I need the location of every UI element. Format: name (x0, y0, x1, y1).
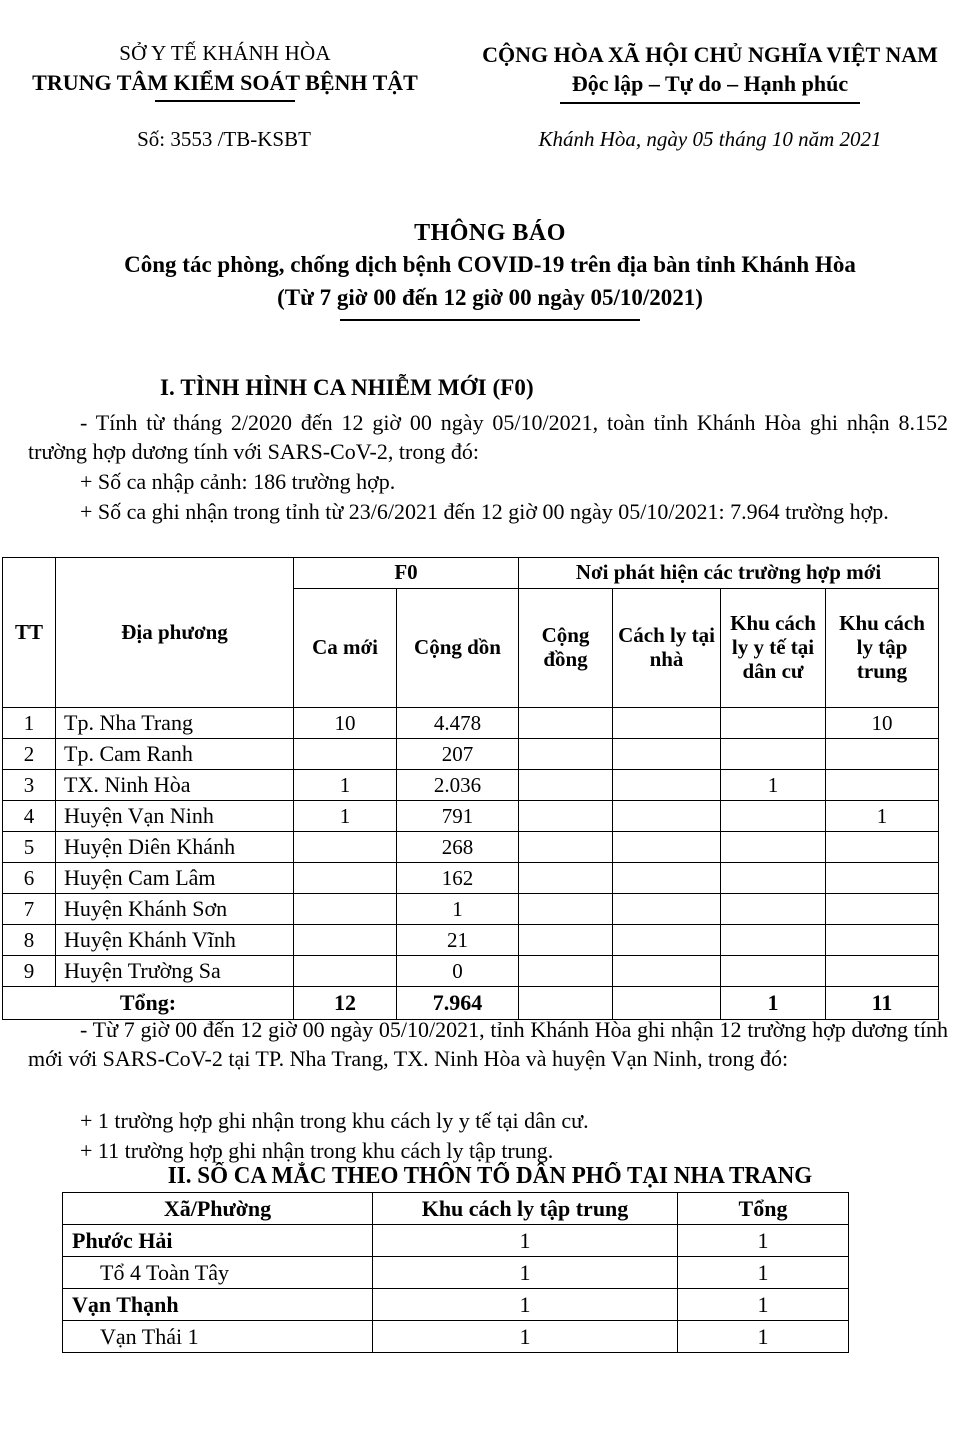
table-row (3, 925, 939, 956)
ward-table-row (63, 1225, 849, 1257)
ward-table-row (63, 1321, 849, 1353)
ward-total-cell: 1 (678, 1321, 849, 1353)
new-cases-cell (294, 956, 397, 987)
home-quarantine-cell (613, 832, 721, 863)
central-quarantine-cell (826, 739, 939, 770)
tt-cell: 2 (3, 739, 56, 770)
medical-quarantine-cell (721, 863, 826, 894)
tt-cell: 7 (3, 894, 56, 925)
medical-quarantine-cell (721, 925, 826, 956)
locality-cell: Huyện Khánh Vĩnh (56, 925, 294, 956)
middle-paragraph-2: + 1 trường hợp ghi nhận trong khu cách ly y tế tại dân cư. (80, 1108, 589, 1133)
section-1-paragraph-3: + Số ca ghi nhận trong tỉnh từ 23/6/2021 đến 12 giờ 00 ngày 05/10/2021: 7.964 trường hợp. (80, 499, 889, 524)
new-cases-cell (294, 739, 397, 770)
ward-name-cell: Vạn Thái 1 (63, 1321, 373, 1353)
community-cell (519, 832, 613, 863)
central-quarantine-cell: 1 (826, 801, 939, 832)
tt-cell: 5 (3, 832, 56, 863)
home-quarantine-cell (613, 894, 721, 925)
ward-central-quarantine-cell: 1 (373, 1289, 678, 1321)
home-quarantine-cell (613, 925, 721, 956)
new-cases-cell (294, 925, 397, 956)
locality-cell: Tp. Cam Ranh (56, 739, 294, 770)
section-1-paragraph-1: - Tính từ tháng 2/2020 đến 12 giờ 00 ngày 05/10/2021, toàn tỉnh Khánh Hòa ghi nhận 8.152 trường hợp dương tính với SARS-CoV-2, trong đó: (28, 410, 948, 465)
home-quarantine-cell (613, 801, 721, 832)
covid-case-table (2, 557, 939, 1020)
central-quarantine-cell (826, 894, 939, 925)
header-cumulative: Cộng dồn (397, 589, 519, 708)
header-ward-central-quarantine: Khu cách ly tập trung (373, 1193, 678, 1225)
total-label: Tổng: (3, 987, 294, 1020)
document-subheader (0, 127, 980, 152)
issuing-authority-block (0, 40, 440, 104)
new-cases-cell: 1 (294, 770, 397, 801)
national-motto: Độc lập – Tự do – Hạnh phúc (571, 71, 849, 97)
home-quarantine-cell (613, 956, 721, 987)
total-central-quarantine: 11 (826, 987, 939, 1020)
ward-name-cell: Tổ 4 Toàn Tây (63, 1257, 373, 1289)
header-group-detection-place: Nơi phát hiện các trường hợp mới (519, 558, 939, 589)
table-row (3, 708, 939, 739)
header-medical-quarantine: Khu cách ly y tế tại dân cư (721, 589, 826, 708)
title-block (0, 218, 980, 321)
ward-name-cell: Phước Hải (63, 1225, 373, 1257)
center-name: TRUNG TÂM KIỂM SOÁT BỆNH TẬT (32, 69, 418, 95)
header-ward-total: Tổng (678, 1193, 849, 1225)
table-row (3, 894, 939, 925)
tt-cell: 1 (3, 708, 56, 739)
page-title: THÔNG BÁO (414, 220, 566, 246)
title-divider (340, 319, 640, 321)
table-row (3, 739, 939, 770)
locality-cell: Huyện Trường Sa (56, 956, 294, 987)
section-1-paragraph-2: + Số ca nhập cảnh: 186 trường hợp. (80, 469, 396, 494)
header-community: Cộng đồng (519, 589, 613, 708)
table-row (3, 956, 939, 987)
community-cell (519, 894, 613, 925)
home-quarantine-cell (613, 708, 721, 739)
total-new-cases: 12 (294, 987, 397, 1020)
community-cell (519, 956, 613, 987)
table-row (3, 801, 939, 832)
locality-cell: TX. Ninh Hòa (56, 770, 294, 801)
community-cell (519, 739, 613, 770)
middle-paragraph-3: + 11 trường hợp ghi nhận trong khu cách ly tập trung. (80, 1138, 554, 1163)
community-cell (519, 770, 613, 801)
medical-quarantine-cell (721, 894, 826, 925)
header-central-quarantine: Khu cách ly tập trung (826, 589, 939, 708)
cumulative-cell: 2.036 (397, 770, 519, 801)
cumulative-cell: 791 (397, 801, 519, 832)
ward-total-cell: 1 (678, 1257, 849, 1289)
document-number: Số: 3553 /TB-KSBT (137, 127, 311, 151)
header-locality: Địa phương (56, 558, 294, 708)
ward-central-quarantine-cell: 1 (373, 1225, 678, 1257)
ward-name-cell: Vạn Thạnh (63, 1289, 373, 1321)
central-quarantine-cell (826, 925, 939, 956)
medical-quarantine-cell (721, 801, 826, 832)
ward-central-quarantine-cell: 1 (373, 1321, 678, 1353)
header-tt: TT (3, 558, 56, 708)
locality-cell: Huyện Cam Lâm (56, 863, 294, 894)
tt-cell: 3 (3, 770, 56, 801)
title-subtitle: Công tác phòng, chống dịch bệnh COVID-19 trên địa bàn tỉnh Khánh Hòa (124, 252, 856, 278)
central-quarantine-cell (826, 832, 939, 863)
ward-table-header-row (63, 1193, 849, 1225)
header-group-f0: F0 (294, 558, 519, 589)
ward-case-table (62, 1192, 849, 1353)
national-heading-block (440, 40, 980, 104)
central-quarantine-cell (826, 770, 939, 801)
national-title: CỘNG HÒA XÃ HỘI CHỦ NGHĨA VIỆT NAM (482, 42, 938, 67)
covid-case-table-body (3, 708, 939, 1020)
new-cases-cell (294, 832, 397, 863)
table-row (3, 863, 939, 894)
new-cases-cell (294, 894, 397, 925)
locality-cell: Tp. Nha Trang (56, 708, 294, 739)
header-right-divider (560, 102, 860, 104)
section-1-heading: I. TÌNH HÌNH CA NHIỄM MỚI (F0) (160, 375, 534, 400)
community-cell (519, 863, 613, 894)
total-cumulative: 7.964 (397, 987, 519, 1020)
home-quarantine-cell (613, 739, 721, 770)
table-header-row-top (3, 558, 939, 589)
cumulative-cell: 268 (397, 832, 519, 863)
header-new-cases: Ca mới (294, 589, 397, 708)
header-home-quarantine: Cách ly tại nhà (613, 589, 721, 708)
central-quarantine-cell (826, 956, 939, 987)
section-2-heading: II. SỐ CA MẮC THEO THÔN TỔ DÂN PHỐ TẠI NHA TRANG (167, 1163, 813, 1189)
medical-quarantine-cell: 1 (721, 770, 826, 801)
new-cases-cell: 10 (294, 708, 397, 739)
middle-paragraph-1: - Từ 7 giờ 00 đến 12 giờ 00 ngày 05/10/2021, tỉnh Khánh Hòa ghi nhận 12 trường hợp dương tính mới với SARS-CoV-2 tại TP. Nha Trang, TX. Ninh Hòa và huyện Vạn Ninh, trong đó: (28, 1017, 948, 1072)
ward-table-row (63, 1289, 849, 1321)
title-period: (Từ 7 giờ 00 đến 12 giờ 00 ngày 05/10/2021) (277, 284, 703, 310)
tt-cell: 4 (3, 801, 56, 832)
ward-total-cell: 1 (678, 1225, 849, 1257)
table-row (3, 832, 939, 863)
home-quarantine-cell (613, 770, 721, 801)
ward-central-quarantine-cell: 1 (373, 1257, 678, 1289)
medical-quarantine-cell (721, 708, 826, 739)
cumulative-cell: 4.478 (397, 708, 519, 739)
community-cell (519, 801, 613, 832)
medical-quarantine-cell (721, 832, 826, 863)
cumulative-cell: 207 (397, 739, 519, 770)
medical-quarantine-cell (721, 956, 826, 987)
cumulative-cell: 1 (397, 894, 519, 925)
central-quarantine-cell: 10 (826, 708, 939, 739)
locality-cell: Huyện Vạn Ninh (56, 801, 294, 832)
central-quarantine-cell (826, 863, 939, 894)
tt-cell: 6 (3, 863, 56, 894)
tt-cell: 9 (3, 956, 56, 987)
cumulative-cell: 0 (397, 956, 519, 987)
cumulative-cell: 162 (397, 863, 519, 894)
home-quarantine-cell (613, 863, 721, 894)
table-row (3, 770, 939, 801)
community-cell (519, 925, 613, 956)
new-cases-cell (294, 863, 397, 894)
department-name: SỞ Y TẾ KHÁNH HÒA (119, 41, 331, 65)
new-cases-cell: 1 (294, 801, 397, 832)
tt-cell: 8 (3, 925, 56, 956)
medical-quarantine-cell (721, 739, 826, 770)
community-cell (519, 708, 613, 739)
locality-cell: Huyện Diên Khánh (56, 832, 294, 863)
total-medical-quarantine: 1 (721, 987, 826, 1020)
place-and-date: Khánh Hòa, ngày 05 tháng 10 năm 2021 (538, 127, 882, 151)
locality-cell: Huyện Khánh Sơn (56, 894, 294, 925)
header-left-divider (155, 100, 295, 102)
header-ward: Xã/Phường (63, 1193, 373, 1225)
ward-total-cell: 1 (678, 1289, 849, 1321)
ward-table-row (63, 1257, 849, 1289)
cumulative-cell: 21 (397, 925, 519, 956)
ward-case-table-body (63, 1225, 849, 1353)
document-header (0, 40, 980, 104)
